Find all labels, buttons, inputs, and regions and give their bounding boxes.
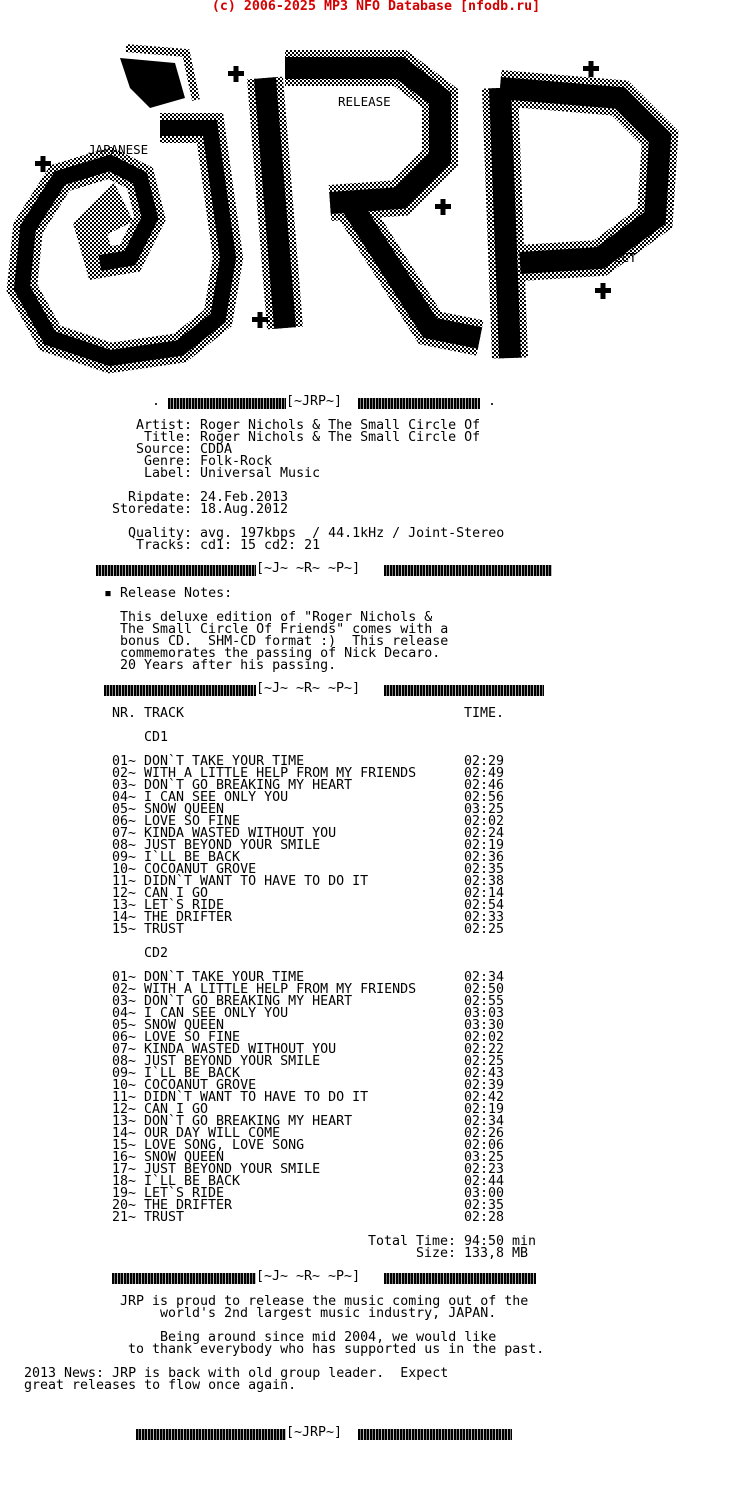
cd1-track-title: TRUST [144, 922, 185, 937]
cd2-track-nr: 09~ [112, 1066, 137, 1081]
cd1-track-nr: 09~ [112, 850, 137, 865]
cd1-track-time: 02:14 [464, 886, 505, 901]
bottom-separator-bar-right [358, 1429, 512, 1440]
cd1-track-title: LET`S RIDE [144, 898, 225, 913]
label-value: Universal Music [200, 466, 321, 481]
cd1-track-title: LOVE SO FINE [144, 814, 241, 829]
tracks-label: Tracks: [136, 538, 193, 553]
cd1-track-time: 03:25 [464, 802, 505, 817]
cd2-track-nr: 03~ [112, 994, 137, 1009]
cd2-track-nr: 01~ [112, 970, 137, 985]
cd2-track-time: 02:23 [464, 1162, 505, 1177]
tracks-value: cd1: 15 cd2: 21 [200, 538, 321, 553]
separator-3-label: [~J~ ~R~ ~P~] [256, 1269, 361, 1284]
cd2-track-title: CAN I GO [144, 1102, 209, 1117]
cd2-track-time: 03:25 [464, 1150, 505, 1165]
notes-line-3: bonus CD. SHM-CD format :) This release [120, 634, 449, 649]
news-line-1: 2013 News: JRP is back with old group leader. Expect [24, 1366, 449, 1381]
cd2-track-title: COCOANUT GROVE [144, 1078, 257, 1093]
artist-value: Roger Nichols & The Small Circle Of [200, 418, 481, 433]
cd2-track-nr: 08~ [112, 1054, 137, 1069]
ripdate-value: 24.Feb.2013 [200, 490, 289, 505]
separator-1-label: [~J~ ~R~ ~P~] [256, 561, 361, 576]
separator-bar-right [358, 398, 480, 409]
cd2-track-time: 02:25 [464, 1054, 505, 1069]
logo-label-project: PROJECT [584, 250, 637, 265]
cd2-track-title: DIDN`T WANT TO HAVE TO DO IT [144, 1090, 369, 1105]
cd2-track-title: I`LL BE BACK [144, 1066, 241, 1081]
cd1-track-time: 02:29 [464, 754, 505, 769]
separator-bar-left [168, 398, 286, 409]
cd2-track-time: 02:34 [464, 970, 505, 985]
separator-1 [0, 561, 752, 576]
cd1-track-nr: 11~ [112, 874, 137, 889]
title-value: Roger Nichols & The Small Circle Of [200, 430, 481, 445]
separator-2-bar-left [104, 685, 256, 696]
cd1-track-title: DON`T GO BREAKING MY HEART [144, 778, 353, 793]
cd1-track-nr: 10~ [112, 862, 137, 877]
cd1-track-title: CAN I GO [144, 886, 209, 901]
cd2-track-time: 02:39 [464, 1078, 505, 1093]
title-label: Title: [144, 430, 193, 445]
cd2-track-nr: 05~ [112, 1018, 137, 1033]
footer-line-1: JRP is proud to release the music coming out of the [120, 1294, 529, 1309]
cd1-track-title: SNOW QUEEN [144, 802, 225, 817]
cd1-track-time: 02:36 [464, 850, 505, 865]
cd2-track-time: 03:00 [464, 1186, 505, 1201]
cd2-track-time: 02:26 [464, 1126, 505, 1141]
separator-3 [0, 1269, 752, 1284]
cd2-track-title: THE DRIFTER [144, 1198, 233, 1213]
cd1-track-time: 02:35 [464, 862, 505, 877]
cd2-track-time: 02:44 [464, 1174, 505, 1189]
label-label: Label: [144, 466, 193, 481]
cd1-track-time: 02:46 [464, 778, 505, 793]
cd2-track-time: 02:02 [464, 1030, 505, 1045]
cd1-track-title: KINDA WASTED WITHOUT YOU [144, 826, 337, 841]
quality-value: avg. 197kbps / 44.1kHz / Joint-Stereo [200, 526, 505, 541]
cd2-track-nr: 12~ [112, 1102, 137, 1117]
cd1-track-time: 02:49 [464, 766, 505, 781]
bottom-separator-bar-left [136, 1429, 286, 1440]
cd2-track-title: KINDA WASTED WITHOUT YOU [144, 1042, 337, 1057]
cd1-track-time: 02:33 [464, 910, 505, 925]
cd2-track-time: 02:55 [464, 994, 505, 1009]
cd2-track-title: I CAN SEE ONLY YOU [144, 1006, 289, 1021]
release-notes-heading: ▪ Release Notes: [104, 586, 233, 601]
logo-label-release: RELEASE [338, 94, 391, 109]
cd2-track-title: I`LL BE BACK [144, 1174, 241, 1189]
cd2-track-nr: 18~ [112, 1174, 137, 1189]
cd2-track-time: 02:35 [464, 1198, 505, 1213]
top-separator [0, 394, 752, 409]
separator-jrp-top: [~JRP~] [286, 394, 343, 409]
size-label: Size: [416, 1246, 457, 1261]
cd2-track-nr: 13~ [112, 1114, 137, 1129]
footer-line-4: to thank everybody who has supported us in the past. [128, 1342, 545, 1357]
cd1-track-time: 02:56 [464, 790, 505, 805]
genre-label: Genre: [144, 454, 193, 469]
separator-dot-right: . [488, 394, 497, 409]
separator-dot-left: . [152, 394, 161, 409]
jrp-logo [0, 28, 752, 388]
cd1-track-time: 02:02 [464, 814, 505, 829]
cd2-track-title: LOVE SONG, LOVE SONG [144, 1138, 305, 1153]
separator-1-bar-left [96, 565, 256, 576]
cd2-track-time: 03:03 [464, 1006, 505, 1021]
notes-line-2: The Small Circle Of Friends" comes with a [120, 622, 449, 637]
notes-line-4: commemorates the passing of Nick Decaro. [120, 646, 441, 661]
genre-value: Folk-Rock [200, 454, 273, 469]
cd2-track-title: DON`T GO BREAKING MY HEART [144, 994, 353, 1009]
cd1-track-title: DIDN`T WANT TO HAVE TO DO IT [144, 874, 369, 889]
cd1-track-nr: 03~ [112, 778, 137, 793]
notes-line-1: This deluxe edition of "Roger Nichols & [120, 610, 433, 625]
source-label: Source: [136, 442, 193, 457]
copyright-header[interactable]: (c) 2006-2025 MP3 NFO Database [nfodb.ru] [211, 0, 541, 14]
cd1-track-time: 02:25 [464, 922, 505, 937]
cd1-track-time: 02:24 [464, 826, 505, 841]
cd2-track-time: 02:34 [464, 1114, 505, 1129]
cd1-track-title: THE DRIFTER [144, 910, 233, 925]
total-time-label: Total Time: [368, 1234, 457, 1249]
cd2-track-nr: 21~ [112, 1210, 137, 1225]
quality-label: Quality: [128, 526, 193, 541]
cd2-track-time: 02:50 [464, 982, 505, 997]
logo-letter-p [500, 88, 660, 358]
cd2-track-nr: 02~ [112, 982, 137, 997]
cd1-track-nr: 14~ [112, 910, 137, 925]
cd2-track-time: 02:22 [464, 1042, 505, 1057]
cd1-track-nr: 04~ [112, 790, 137, 805]
footer-line-3: Being around since mid 2004, we would like [160, 1330, 497, 1345]
ripdate-label: Ripdate: [128, 490, 193, 505]
cd2-track-nr: 20~ [112, 1198, 137, 1213]
separator-1-bar-right [384, 565, 552, 576]
cd2-track-title: WITH A LITTLE HELP FROM MY FRIENDS [144, 982, 417, 997]
cd2-track-nr: 10~ [112, 1078, 137, 1093]
separator-2-bar-right [384, 685, 544, 696]
cd2-track-nr: 06~ [112, 1030, 137, 1045]
jrp-logo-art [0, 28, 752, 388]
cd1-track-nr: 05~ [112, 802, 137, 817]
cd2-track-time: 02:28 [464, 1210, 505, 1225]
cd2-track-title: DON`T TAKE YOUR TIME [144, 970, 305, 985]
cd2-track-nr: 04~ [112, 1006, 137, 1021]
bottom-separator [0, 1425, 752, 1440]
cd1-label: CD1 [144, 730, 169, 745]
cd1-track-nr: 01~ [112, 754, 137, 769]
cd2-track-nr: 14~ [112, 1126, 137, 1141]
size-value: 133,8 MB [464, 1246, 529, 1261]
cd1-track-title: JUST BEYOND YOUR SMILE [144, 838, 321, 853]
cd2-track-time: 02:42 [464, 1090, 505, 1105]
cd2-track-nr: 19~ [112, 1186, 137, 1201]
col-track-header: TRACK [144, 706, 185, 721]
news-line-2: great releases to flow once again. [24, 1378, 297, 1393]
cd2-track-title: LOVE SO FINE [144, 1030, 241, 1045]
cd2-track-title: TRUST [144, 1210, 185, 1225]
separator-2-label: [~J~ ~R~ ~P~] [256, 681, 361, 696]
cd2-track-title: OUR DAY WILL COME [144, 1126, 281, 1141]
cd2-track-nr: 16~ [112, 1150, 137, 1165]
separator-3-bar-right [384, 1273, 536, 1284]
cd1-track-nr: 13~ [112, 898, 137, 913]
cd1-track-title: WITH A LITTLE HELP FROM MY FRIENDS [144, 766, 417, 781]
cd1-track-time: 02:19 [464, 838, 505, 853]
cd1-track-time: 02:38 [464, 874, 505, 889]
col-time-header: TIME. [464, 706, 505, 721]
cd1-track-title: I CAN SEE ONLY YOU [144, 790, 289, 805]
cd2-track-title: DON`T GO BREAKING MY HEART [144, 1114, 353, 1129]
cd2-track-time: 03:30 [464, 1018, 505, 1033]
cd1-track-nr: 07~ [112, 826, 137, 841]
cd1-track-title: COCOANUT GROVE [144, 862, 257, 877]
storedate-value: 18.Aug.2012 [200, 502, 289, 517]
cd1-track-nr: 02~ [112, 766, 137, 781]
cd2-track-title: SNOW QUEEN [144, 1150, 225, 1165]
cd1-track-time: 02:54 [464, 898, 505, 913]
storedate-label: Storedate: [112, 502, 193, 517]
artist-label: Artist: [136, 418, 193, 433]
cd1-track-title: I`LL BE BACK [144, 850, 241, 865]
col-nr-header: NR. [112, 706, 137, 721]
separator-3-bar-left [112, 1273, 256, 1284]
cd2-track-time: 02:19 [464, 1102, 505, 1117]
notes-line-5: 20 Years after his passing. [120, 658, 337, 673]
cd2-track-nr: 07~ [112, 1042, 137, 1057]
cd2-track-title: LET`S RIDE [144, 1186, 225, 1201]
cd2-track-title: JUST BEYOND YOUR SMILE [144, 1054, 321, 1069]
logo-letter-j [22, 48, 228, 358]
cd2-track-title: SNOW QUEEN [144, 1018, 225, 1033]
cd1-track-nr: 08~ [112, 838, 137, 853]
cd2-track-time: 02:06 [464, 1138, 505, 1153]
logo-label-japanese: JAPANESE [88, 142, 149, 157]
total-time-value: 94:50 min [464, 1234, 537, 1249]
separator-2 [0, 681, 752, 696]
footer-line-2: world's 2nd largest music industry, JAPAN. [160, 1306, 497, 1321]
cd2-track-nr: 17~ [112, 1162, 137, 1177]
cd2-label: CD2 [144, 946, 169, 961]
source-value: CDDA [200, 442, 233, 457]
cd1-track-title: DON`T TAKE YOUR TIME [144, 754, 305, 769]
cd2-track-title: JUST BEYOND YOUR SMILE [144, 1162, 321, 1177]
cd2-track-time: 02:43 [464, 1066, 505, 1081]
cd1-track-nr: 06~ [112, 814, 137, 829]
cd1-track-nr: 12~ [112, 886, 137, 901]
cd2-track-nr: 15~ [112, 1138, 137, 1153]
bottom-separator-label: [~JRP~] [286, 1425, 343, 1440]
cd1-track-nr: 15~ [112, 922, 137, 937]
cd2-track-nr: 11~ [112, 1090, 137, 1105]
